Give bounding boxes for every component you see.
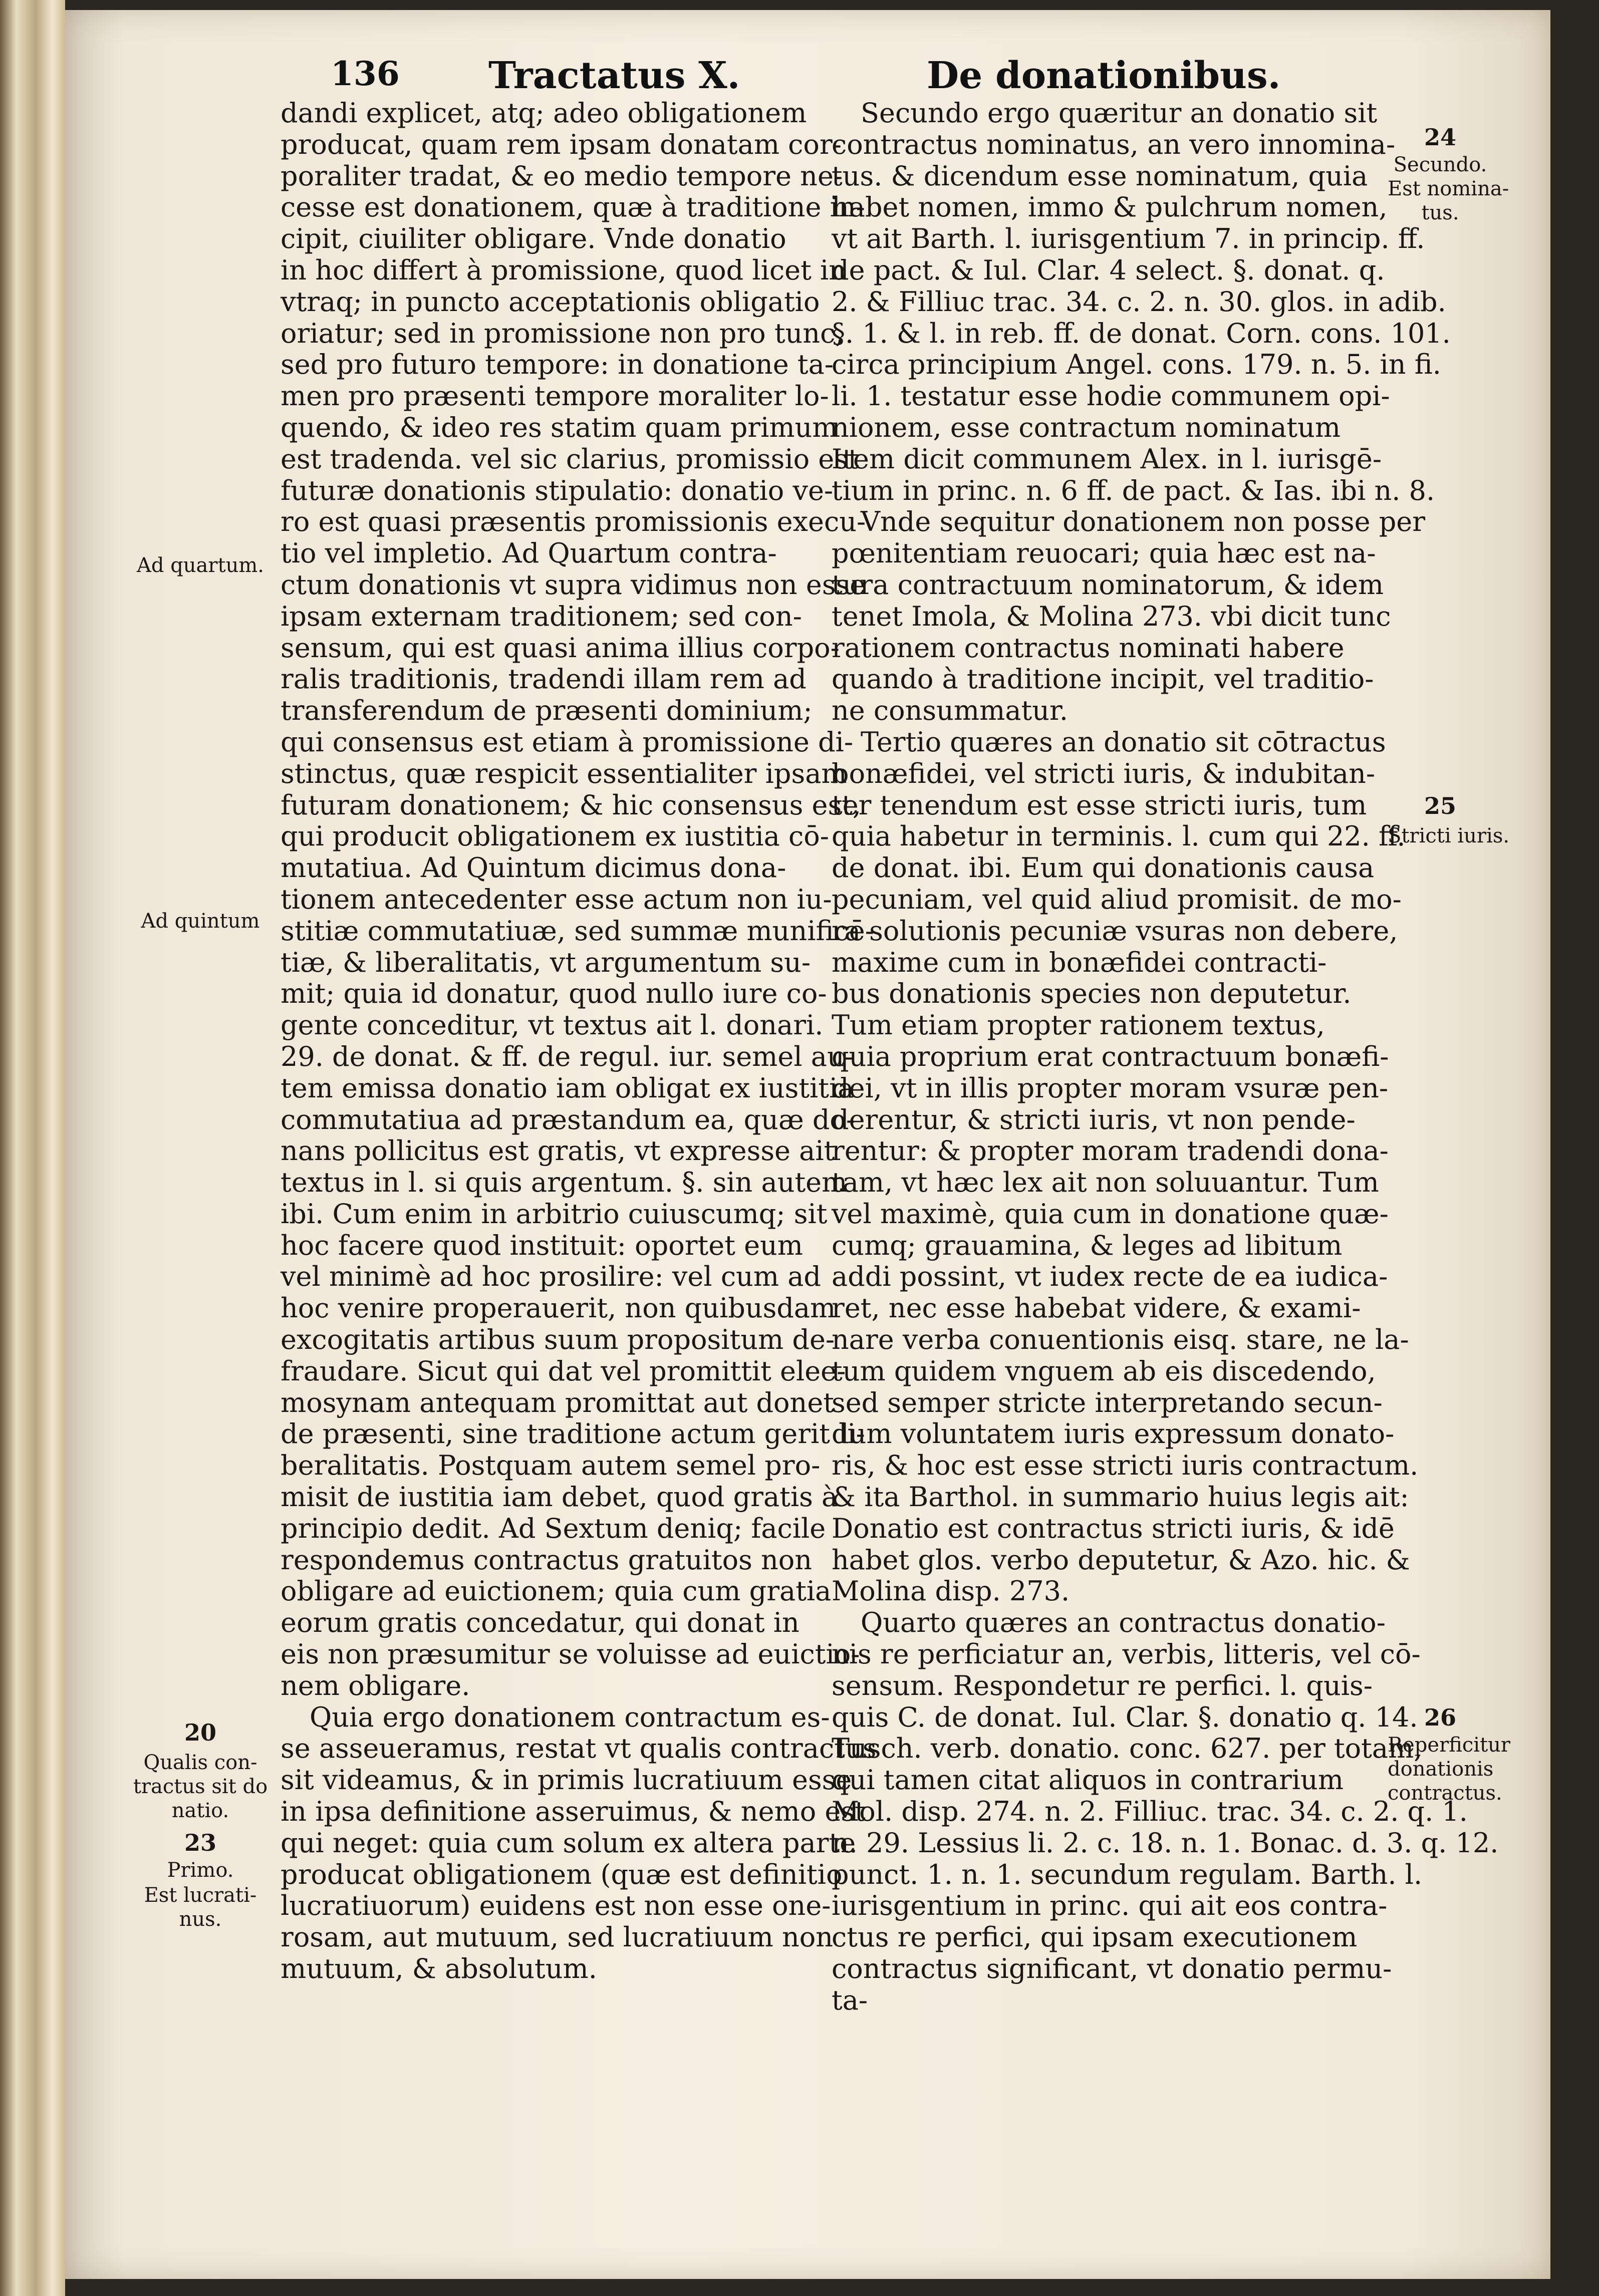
text-line: beralitatis. Postquam autem semel pro- <box>281 1450 821 1482</box>
text-line: quis C. de donat. Iul. Clar. §. donatio q. 14. <box>832 1701 1418 1733</box>
text-line: est tradenda. vel sic clarius, promissio est <box>281 443 859 475</box>
text-line: bus donationis species non deputetur. <box>832 978 1352 1010</box>
text-line: cesse est donationem, quæ à traditione in- <box>281 191 865 223</box>
text-line: 29. de donat. & ff. de regul. iur. semel au- <box>281 1040 854 1072</box>
text-line: ne consummatur. <box>832 695 1069 727</box>
text-line: futuram donationem; & hic consensus est, <box>281 789 862 821</box>
text-line: rosam, aut mutuum, sed lucratiuum non <box>281 1921 834 1953</box>
margin-number-24: 24 <box>1424 124 1456 151</box>
text-line: men pro præsenti tempore moraliter lo- <box>281 380 829 412</box>
text-line: ibi. Cum enim in arbitrio cuiuscumq; sit <box>281 1198 828 1230</box>
text-line: mutuum, & absolutum. <box>281 1953 597 1985</box>
margin-note-nus: nus. <box>179 1908 222 1931</box>
margin-note-contractus: contractus. <box>1388 1782 1502 1805</box>
text-line: quia habetur in terminis. l. cum qui 22. ff. <box>832 820 1406 852</box>
text-line: dum voluntatem iuris expressum donato- <box>832 1418 1395 1450</box>
text-line: rationem contractus nominati habere <box>832 632 1345 664</box>
page-number: 136 <box>331 54 400 93</box>
margin-note-secundo: Secundo. <box>1393 153 1487 176</box>
text-line: vel maximè, quia cum in donatione quæ- <box>832 1198 1389 1230</box>
text-line: contractus nominatus, an vero innomina- <box>832 128 1396 160</box>
text-line: Secundo ergo quæritur an donatio sit <box>861 97 1378 129</box>
margin-note-reperficitur: Reperficitur <box>1388 1734 1511 1757</box>
text-line: tionem antecedenter esse actum non iu- <box>281 883 832 915</box>
text-line: mosynam antequam promittat aut donet <box>281 1386 834 1418</box>
text-line: sit videamus, & in primis lucratiuum esse <box>281 1764 852 1796</box>
text-line: & ita Barthol. in summario huius legis ait: <box>832 1481 1409 1513</box>
text-line: sensum, qui est quasi anima illius corpo- <box>281 632 840 664</box>
text-line: lucratiuorum) euidens est non esse one- <box>281 1890 831 1922</box>
text-line: mutatiua. Ad Quintum dicimus dona- <box>281 852 786 884</box>
text-line: sed semper stricte interpretando secun- <box>832 1386 1383 1418</box>
text-line: qui tamen citat aliquos in contrarium <box>832 1764 1344 1796</box>
text-line: textus in l. si quis argentum. §. sin autem <box>281 1167 848 1199</box>
text-line: rentur: & propter moram tradendi dona- <box>832 1135 1389 1167</box>
text-line: de pact. & Iul. Clar. 4 select. §. donat. q. <box>832 254 1385 286</box>
text-line: ter tenendum est esse stricti iuris, tum <box>832 789 1367 821</box>
text-line: vel minimè ad hoc prosilire: vel cum ad <box>281 1261 821 1293</box>
margin-number-26: 26 <box>1424 1704 1456 1731</box>
margin-note-donationis: donationis <box>1388 1758 1494 1781</box>
text-line: nare verba conuentionis eisq. stare, ne la- <box>832 1324 1409 1356</box>
text-line: li. 1. testatur esse hodie communem opi- <box>832 380 1390 412</box>
text-line: cipit, ciuiliter obligare. Vnde donatio <box>281 223 786 255</box>
text-line: de præsenti, sine traditione actum gerit li- <box>281 1418 865 1450</box>
text-line: iurisgentium in princ. qui ait eos contra- <box>832 1890 1388 1922</box>
text-line: nis re perficiatur an, verbis, litteris, vel cō- <box>832 1638 1421 1670</box>
text-line: punct. 1. n. 1. secundum regulam. Barth. l. <box>832 1858 1423 1890</box>
text-line: tenet Imola, & Molina 273. vbi dicit tunc <box>832 600 1391 632</box>
text-line: producat obligationem (quæ est definitio <box>281 1858 843 1890</box>
text-line: quando à traditione incipit, vel traditio- <box>832 663 1374 695</box>
text-line: ret, nec esse habebat videre, & exami- <box>832 1292 1361 1324</box>
margin-number-25: 25 <box>1424 792 1456 819</box>
text-line: tium in princ. n. 6 ff. de pact. & Ias. ibi n. 8. <box>832 474 1435 506</box>
margin-note-ad-quintum: Ad quintum <box>141 910 260 933</box>
text-line: tus. & dicendum esse nominatum, quia <box>832 160 1368 192</box>
text-line: principio dedit. Ad Sextum deniq; facile <box>281 1512 826 1544</box>
text-line: tem emissa donatio iam obligat ex iustitia <box>281 1072 854 1104</box>
text-line: misit de iustitia iam debet, quod gratis à <box>281 1481 838 1513</box>
text-line: producat, quam rem ipsam donatam cor- <box>281 128 842 160</box>
text-line: fraudare. Sicut qui dat vel promittit elee- <box>281 1355 846 1387</box>
text-line: Tusch. verb. donatio. conc. 627. per totam, <box>832 1733 1423 1765</box>
text-line: dei, vt in illis propter moram vsuræ pen- <box>832 1072 1389 1104</box>
margin-note-qualis-2: tractus sit do <box>133 1775 268 1798</box>
text-line: ctus re perfici, qui ipsam executionem <box>832 1921 1358 1953</box>
margin-note-est-lucrati: Est lucrati- <box>144 1884 257 1907</box>
margin-number-20: 20 <box>184 1719 216 1746</box>
text-line: transferendum de præsenti dominium; <box>281 695 813 727</box>
text-line: addi possint, vt iudex recte de ea iudica- <box>832 1261 1388 1293</box>
text-line: nem obligare. <box>281 1669 470 1701</box>
text-line: nionem, esse contractum nominatum <box>832 411 1341 443</box>
text-line: sed pro futuro tempore: in donatione ta- <box>281 349 834 381</box>
margin-note-stricti-iuris: Stricti iuris. <box>1388 824 1510 847</box>
text-line: qui producit obligationem ex iustitia cō- <box>281 820 830 852</box>
text-line: ctum donationis vt supra vidimus non esse <box>281 568 866 601</box>
text-line: eis non præsumitur se voluisse ad euictio- <box>281 1638 860 1670</box>
text-line: habet glos. verbo deputetur, & Azo. hic. & <box>832 1544 1410 1576</box>
text-line: excogitatis artibus suum propositum de- <box>281 1324 835 1356</box>
text-line: tura contractuum nominatorum, & idem <box>832 568 1384 601</box>
margin-note-tus: tus. <box>1421 201 1459 224</box>
text-line: ra solutionis pecuniæ vsuras non debere, <box>832 915 1398 947</box>
text-line: ta- <box>832 1984 868 2016</box>
running-title-left: Tractatus X. <box>488 54 740 97</box>
text-line: in ipsa definitione asseruimus, & nemo est <box>281 1796 866 1828</box>
text-line: commutatiua ad præstandum ea, quæ do- <box>281 1103 856 1135</box>
text-line: pœnitentiam reuocari; quia hæc est na- <box>832 537 1376 569</box>
text-line: tiæ, & liberalitatis, vt argumentum su- <box>281 946 811 978</box>
text-line: sensum. Respondetur re perfici. l. quis- <box>832 1669 1373 1701</box>
text-line: vtraq; in puncto acceptationis obligatio <box>281 285 820 318</box>
text-line: Vnde sequitur donationem non posse per <box>861 506 1426 538</box>
text-line: hoc venire properauerit, non quibusdam <box>281 1292 836 1324</box>
left-text-column <box>281 97 877 1985</box>
text-line: Mol. disp. 274. n. 2. Filliuc. trac. 34. c. 2. q. 1. <box>832 1796 1468 1828</box>
text-line: poraliter tradat, & eo medio tempore ne- <box>281 160 843 192</box>
text-line: ralis traditionis, tradendi illam rem ad <box>281 663 807 695</box>
text-line: ris, & hoc est esse stricti iuris contractum. <box>832 1450 1419 1482</box>
text-line: Quia ergo donationem contractum es- <box>310 1701 830 1733</box>
text-line: maxime cum in bonæfidei contracti- <box>832 946 1327 978</box>
text-line: quendo, & ideo res statim quam primum <box>281 411 838 443</box>
text-line: stitiæ commutatiuæ, sed summæ munificē- <box>281 915 874 947</box>
text-line: ro est quasi præsentis promissionis execu- <box>281 506 866 538</box>
text-line: pecuniam, vel quid aliud promisit. de mo- <box>832 883 1402 915</box>
text-line: Tertio quæres an donatio sit cōtractus <box>861 726 1386 758</box>
text-line: hoc facere quod instituit: oportet eum <box>281 1229 804 1261</box>
text-line: stinctus, quæ respicit essentialiter ipsam <box>281 757 847 789</box>
text-line: qui consensus est etiam à promissione di- <box>281 726 854 758</box>
margin-note-qualis-3: natio. <box>171 1799 229 1822</box>
text-line: de donat. ibi. Eum qui donationis causa <box>832 852 1375 884</box>
text-line: cumq; grauamina, & leges ad libitum <box>832 1229 1343 1261</box>
text-line: quia proprium erat contractuum bonæfi- <box>832 1040 1389 1072</box>
text-line: 2. & Filliuc trac. 34. c. 2. n. 30. glos. in adib. <box>832 285 1446 318</box>
text-line: ipsam externam traditionem; sed con- <box>281 600 802 632</box>
margin-note-primo: Primo. <box>167 1859 234 1882</box>
text-line: circa principium Angel. cons. 179. n. 5. in fi. <box>832 349 1441 381</box>
text-line: gente conceditur, vt textus ait l. donari. <box>281 1009 824 1041</box>
text-line: oriatur; sed in promissione non pro tunc, <box>281 317 844 349</box>
running-title-right: De donationibus. <box>927 54 1281 97</box>
text-line: Tum etiam propter rationem textus, <box>832 1009 1325 1041</box>
text-line: futuræ donationis stipulatio: donatio ve- <box>281 474 834 506</box>
text-line: obligare ad euictionem; quia cum gratia <box>281 1575 832 1607</box>
text-line: in hoc differt à promissione, quod licet in <box>281 254 846 286</box>
margin-note-qualis: Qualis con- <box>143 1751 257 1774</box>
margin-note-ad-quartum: Ad quartum. <box>136 554 264 577</box>
text-line: §. 1. & l. in reb. ff. de donat. Corn. cons. 101. <box>832 317 1451 349</box>
text-line: mit; quia id donatur, quod nullo iure co- <box>281 978 827 1010</box>
text-line: tum quidem vnguem ab eis discedendo, <box>832 1355 1376 1387</box>
text-line: bonæfidei, vel stricti iuris, & indubitan- <box>832 757 1376 789</box>
text-line: derentur, & stricti iuris, vt non pende- <box>832 1103 1356 1135</box>
text-line: Donatio est contractus stricti iuris, & idē <box>832 1512 1395 1544</box>
book-binding-edge <box>0 0 65 2296</box>
text-line: contractus significant, vt donatio permu- <box>832 1953 1392 1985</box>
text-line: vt ait Barth. l. iurisgentium 7. in princip. ff. <box>832 223 1425 255</box>
text-line: habet nomen, immo & pulchrum nomen, <box>832 191 1388 223</box>
text-line: qui neget: quia cum solum ex altera parte <box>281 1827 856 1859</box>
text-line: tio vel impletio. Ad Quartum contra- <box>281 537 777 569</box>
text-line: Quarto quæres an contractus donatio- <box>861 1607 1386 1639</box>
margin-note-est-nomina: Est nomina- <box>1388 177 1509 200</box>
text-line: Item dicit communem Alex. in l. iurisgē- <box>832 443 1382 475</box>
margin-number-23: 23 <box>184 1829 216 1856</box>
text-line: eorum gratis concedatur, qui donat in <box>281 1607 800 1639</box>
text-line: se asseueramus, restat vt qualis contractus <box>281 1733 877 1765</box>
text-line: n. 29. Lessius li. 2. c. 18. n. 1. Bonac. d. 3. q. 12. <box>832 1827 1499 1859</box>
text-line: tam, vt hæc lex ait non soluuantur. Tum <box>832 1167 1379 1199</box>
text-line: dandi explicet, atq; adeo obligationem <box>281 97 807 129</box>
text-line: respondemus contractus gratuitos non <box>281 1544 813 1576</box>
text-line: nans pollicitus est gratis, vt expresse ait <box>281 1135 835 1167</box>
text-line: Molina disp. 273. <box>832 1575 1070 1607</box>
